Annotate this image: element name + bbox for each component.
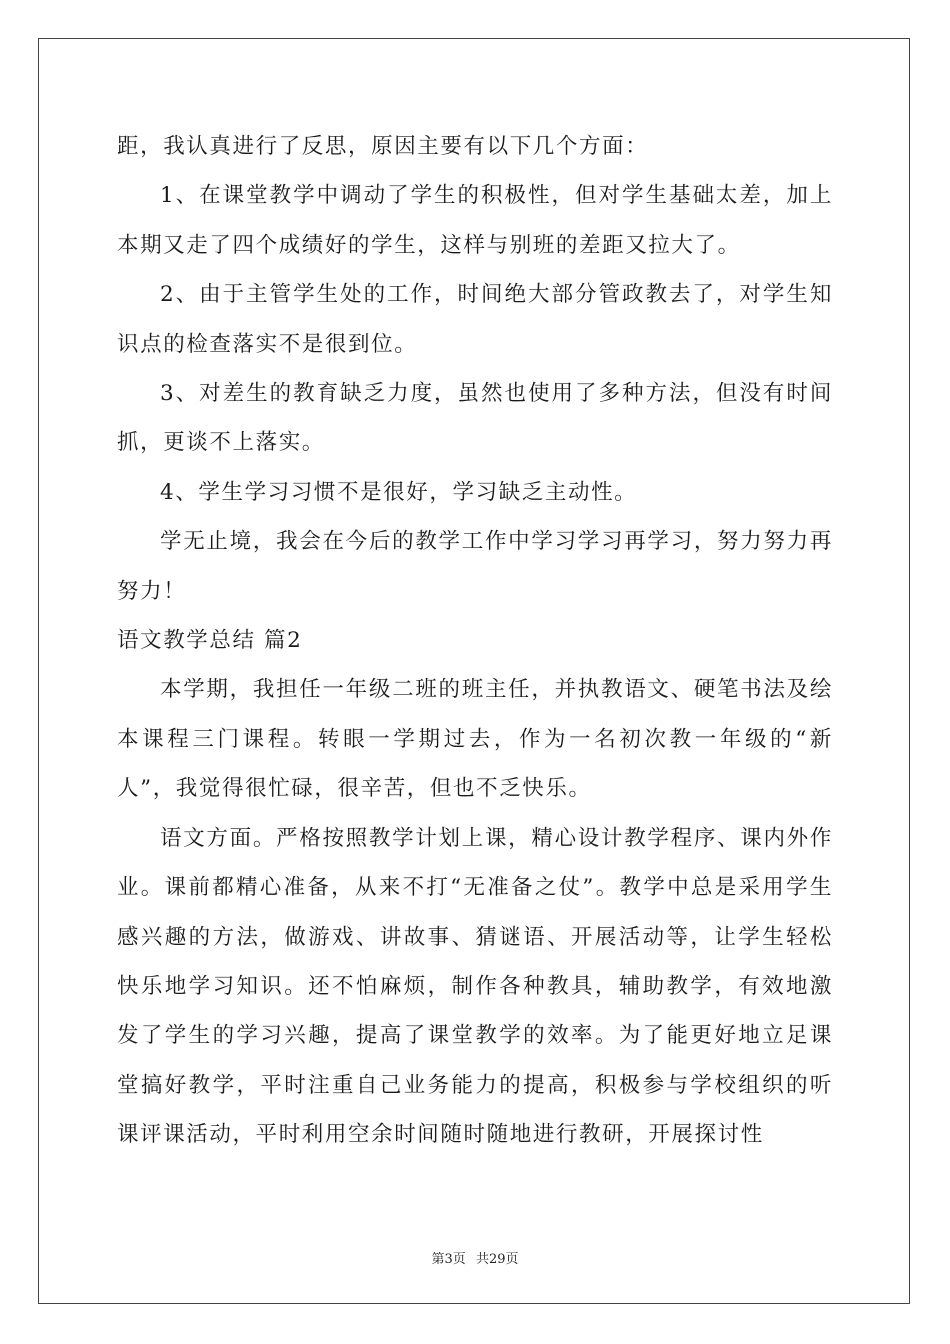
paragraph-intro: 本学期，我担任一年级二班的班主任，并执教语文、硬笔书法及绘本课程三门课程。转眼一学期过去，作为一名初次教一年级的“新人”，我觉得很忙碌，很辛苦，但也不乏快乐。	[117, 677, 833, 802]
total-pages: 共29页	[475, 1252, 519, 1267]
paragraph-item-4: 4、学生学习习惯不是很好，学习缺乏主动性。	[160, 479, 638, 505]
paragraph-item-3: 3、对差生的教育缺乏力度，虽然也使用了多种方法，但没有时间抓，更谈不上落实。	[117, 381, 833, 456]
page-number: 第3页	[431, 1252, 466, 1267]
page-footer	[0, 1248, 950, 1267]
paragraph-item-1: 1、在课堂教学中调动了学生的积极性，但对学生基础太差，加上本期又走了四个成绩好的学生，这样与别班的差距又拉大了。	[117, 183, 833, 258]
document-body	[117, 122, 833, 1160]
paragraph-chinese-teaching: 语文方面。严格按照教学计划上课，精心设计教学程序、课内外作业。课前都精心准备，从来不打“无准备之仗”。教学中总是采用学生感兴趣的方法，做游戏、讲故事、猜谜语、开展活动等，让学生轻松快乐地学习知识。还不怕麻烦，制作各种教具，辅助教学，有效地激发了学生的学习兴趣，提高了课堂教学的效率。为了能更好地立足课堂搞好教学，平时注重自己业务能力的提高，积极参与学校组织的听课评课活动，平时利用空余时间随时随地进行教研，开展探讨性	[117, 825, 833, 1148]
paragraph-conclusion: 学无止境，我会在今后的教学工作中学习学习再学习，努力努力再努力！	[117, 529, 833, 604]
paragraph-item-2: 2、由于主管学生处的工作，时间绝大部分管政教去了，对学生知识点的检查落实不是很到位。	[117, 282, 833, 357]
paragraph-continuation: 距，我认真进行了反思，原因主要有以下几个方面：	[117, 134, 649, 159]
section-heading: 语文教学总结 篇2	[117, 628, 303, 654]
